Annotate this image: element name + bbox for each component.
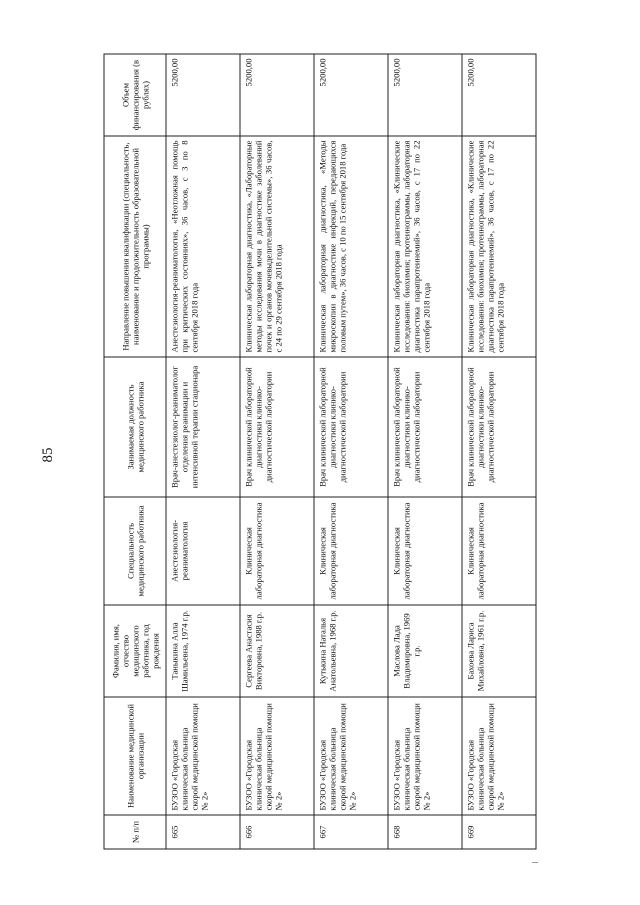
program-cell: Клиническая лабораторная диагностика, «Лабораторные методы исследования мочи в диагностике заболеваний почек и органов мочевыделительной системы», 36 часов, с 24 по 29 сентября 2018 года xyxy=(240,136,314,357)
position-cell: Врач клинической лабораторной диагностики клинико-диагностической лаборатории xyxy=(388,357,462,497)
organization-cell: БУЗОО «Городская клиническая больница скорой медицинской помощи № 2» xyxy=(388,697,462,815)
position-cell: Врач клинической лабораторной диагностики клинико-диагностической лаборатории xyxy=(240,357,314,497)
column-header: Специальность медицинского работника xyxy=(104,497,166,605)
program-cell: Клиническая лабораторная диагностика, «Клинические исследования: биохимия; протеинограммы, лабораторная диагностика парапротеинемий», 36 часов, с 17 по 22 сентября 2018 года xyxy=(462,136,536,357)
table-row xyxy=(166,54,240,849)
table-row xyxy=(462,54,536,849)
table-row xyxy=(314,54,388,849)
person-cell: Бахоева Лариса Михайловна, 1961 г.р. xyxy=(462,605,536,697)
specialty-cell: Клиническая лабораторная диагностика xyxy=(240,497,314,605)
table-row xyxy=(240,54,314,849)
organization-cell: БУЗОО «Городская клиническая больница скорой медицинской помощи № 2» xyxy=(166,697,240,815)
table-header-row xyxy=(104,54,166,849)
row-number: 665 xyxy=(166,815,240,849)
amount-cell: 5200,00 xyxy=(462,54,536,136)
program-cell: Анестезиология-реаниматология, «Неотложная помощь при критических состояниях», 36 часов, с 3 по 8 сентября 2018 года xyxy=(166,136,240,357)
organization-cell: БУЗОО «Городская клиническая больница скорой медицинской помощи № 2» xyxy=(462,697,536,815)
column-header: № п/п xyxy=(104,815,166,849)
person-cell: Сергеева Анастасия Викторовна, 1988 г.р. xyxy=(240,605,314,697)
column-header: Направление повышения квалификации (специальность, наименование и продолжительность образовательной программы) xyxy=(104,136,166,357)
amount-cell: 5200,00 xyxy=(240,54,314,136)
position-cell: Врач-анестезиолог-реаниматолог отделения реанимации и интенсивной терапии стационара xyxy=(166,357,240,497)
scan-mark xyxy=(532,862,538,863)
amount-cell: 5200,00 xyxy=(388,54,462,136)
page-number: 85 xyxy=(40,447,56,463)
person-cell: Таныкина Алла Шамильевна, 1974 г.р. xyxy=(166,605,240,697)
amount-cell: 5200,00 xyxy=(314,54,388,136)
table-container xyxy=(104,55,537,850)
organization-cell: БУЗОО «Городская клиническая больница скорой медицинской помощи № 2» xyxy=(314,697,388,815)
amount-cell: 5200,00 xyxy=(166,54,240,136)
table-row xyxy=(388,54,462,849)
person-cell: Кутькина Наталья Анатольевна, 1968 г.р. xyxy=(314,605,388,697)
specialty-cell: Анестезиология-реаниматология xyxy=(166,497,240,605)
organization-cell: БУЗОО «Городская клиническая больница скорой медицинской помощи № 2» xyxy=(240,697,314,815)
program-cell: Клиническая лабораторная диагностика, «Методы микроскопии в диагностике инфекций, передающихся половым путем», 36 часов, с 10 по 15 сентября 2018 года xyxy=(314,136,388,357)
column-header: Фамилия, имя, отчество медицинского работника, год рождения xyxy=(104,605,166,697)
training-table xyxy=(104,54,537,850)
position-cell: Врач клинической лабораторной диагностики клинико-диагностической лаборатории xyxy=(314,357,388,497)
row-number: 668 xyxy=(388,815,462,849)
row-number: 667 xyxy=(314,815,388,849)
specialty-cell: Клиническая лабораторная диагностика xyxy=(388,497,462,605)
column-header: Объем финансирования (в рублях) xyxy=(104,54,166,136)
specialty-cell: Клиническая лабораторная диагностика xyxy=(314,497,388,605)
person-cell: Маслова Лада Владимировна, 1969 г.р. xyxy=(388,605,462,697)
column-header: Наименование медицинской организации xyxy=(104,697,166,815)
column-header: Занимаемая должность медицинского работника xyxy=(104,357,166,497)
row-number: 666 xyxy=(240,815,314,849)
row-number: 669 xyxy=(462,815,536,849)
position-cell: Врач клинической лабораторной диагностики клинико-диагностической лаборатории xyxy=(462,357,536,497)
specialty-cell: Клиническая лабораторная диагностика xyxy=(462,497,536,605)
program-cell: Клиническая лабораторная диагностика, «Клинические исследования: биохимия; протеинограммы, лабораторная диагностика парапротеинемий», 36 часов, с 17 по 22 сентября 2018 года xyxy=(388,136,462,357)
